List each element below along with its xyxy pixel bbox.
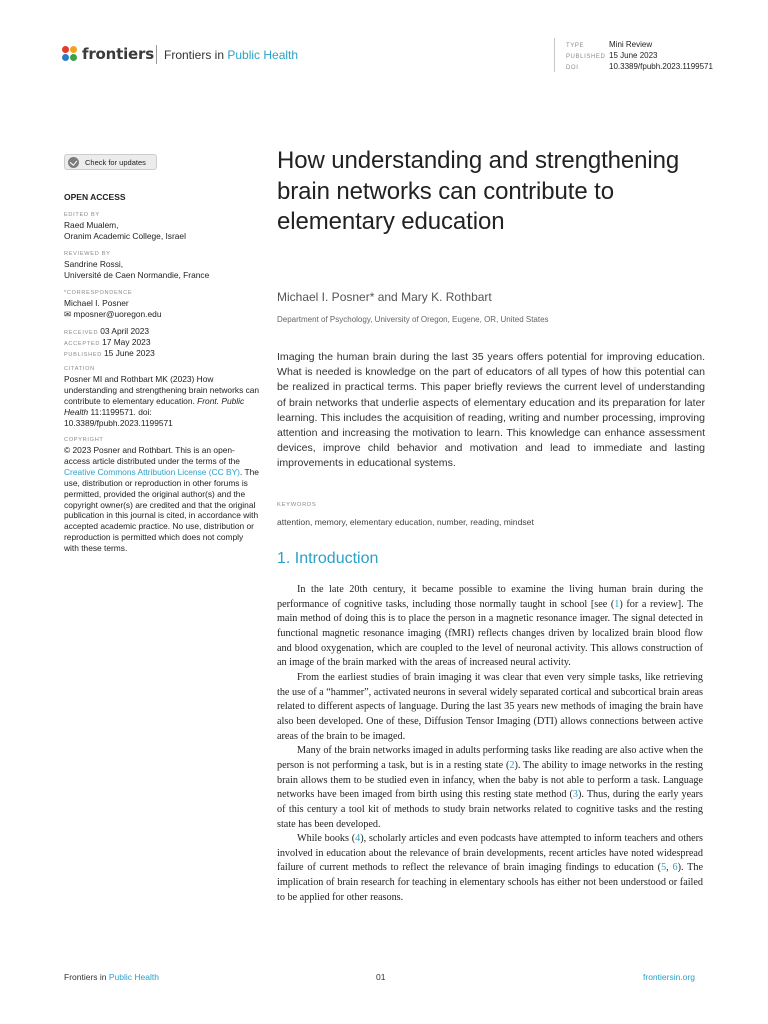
reference-link[interactable]: 3 xyxy=(572,789,578,801)
editor-affiliation: Oranim Academic College, Israel xyxy=(64,230,186,241)
paragraph xyxy=(277,583,703,671)
check-updates-label: Check for updates xyxy=(85,157,146,167)
meta-published-key: PUBLISHED xyxy=(566,54,606,60)
p1-text-a: In the late 20th century, it became possible to examine the living human brain during the performance of cognitive tasks, including those normally taught in school [see ( xyxy=(277,584,703,610)
date-published xyxy=(64,348,155,360)
reference-link[interactable]: 4 xyxy=(355,833,361,845)
footer-journal-prefix: Frontiers in xyxy=(64,972,109,982)
footer-site-link[interactable]: frontiersin.org xyxy=(643,972,695,982)
p4-text-a: While books ( xyxy=(297,833,356,845)
check-updates-icon xyxy=(68,157,79,168)
citation-doi[interactable]: doi: 10.3389/fpubh.2023.1199571 xyxy=(64,406,173,428)
frontiers-logo[interactable] xyxy=(62,44,154,64)
p4-text-c: ). The implication of brain research for teaching in elementary schools has either not been understood or failed to be applied for other reasons. xyxy=(277,862,703,903)
envelope-icon: ✉ xyxy=(64,308,72,319)
meta-divider xyxy=(554,38,555,72)
page-number: 01 xyxy=(376,972,386,982)
reference-link[interactable]: 5 xyxy=(661,862,667,874)
meta-published-value: 15 June 2023 xyxy=(609,51,658,60)
article-title: How understanding and strengthening brain networks can contribute to elementary education xyxy=(277,147,680,235)
correspondence-block xyxy=(64,289,264,320)
reference-link[interactable]: 2 xyxy=(509,759,515,771)
reference-link[interactable]: 1 xyxy=(614,598,620,610)
copyright-text xyxy=(64,445,260,554)
p3-text-c: ). Thus, during the early years of this century a tool kit of methods to study brain networks related to cognitive tasks and the resting state has been developed. xyxy=(277,789,703,830)
copyright-block xyxy=(64,436,260,554)
meta-type-value: Mini Review xyxy=(609,40,653,49)
correspondence-email[interactable]: mposner@uoregon.edu xyxy=(73,308,162,319)
cc-license-link[interactable]: Creative Commons Attribution License (CC BY) xyxy=(64,466,240,477)
edited-by-heading: EDITED BY xyxy=(64,212,100,218)
article-affiliation: Department of Psychology, University of Oregon, Eugene, OR, United States xyxy=(277,315,549,324)
meta-doi-key: DOI xyxy=(566,65,579,71)
p1-text-b: ) for a review]. The main method of doing this is to place the person in a magnetic resonance imager. The signal detected in functional magnetic resonance imaging (fMRI) reflects changes driven by localized brain blood flow and blood oxygenation, which are coupled to the level of neuronal activity. This allows construction of an image of the brain marked with the areas of increased neural activity. xyxy=(277,598,703,669)
correspondence-name: Michael I. Posner xyxy=(64,298,129,308)
abstract: Imaging the human brain during the last 35 years offers potential for improving education. What is needed is knowledge on the part of educators of all types of how this potential can be realized in practical terms. This paper briefly reviews the current level of understanding of brain networks that underlie aspects of elementary education and its preparation for later learning. This includes the acquisition of reading, writing and number processing, improving attention and increasing the motivation to learn. This knowledge can enhance assessment devices, improve child behavior and motivation and lead to immediate and lasting improvements in educational systems. xyxy=(277,351,705,470)
journal-prefix: Frontiers in xyxy=(164,48,228,62)
date-published-value: 15 June 2023 xyxy=(104,348,155,358)
check-for-updates-button[interactable] xyxy=(64,154,157,170)
section-heading-introduction: 1. Introduction xyxy=(277,550,379,567)
p4-separator: , xyxy=(666,862,673,874)
copyright-post: . The use, distribution or reproduction in other forums is permitted, provided the original author(s) and the copyright owner(s) are credited and that the original publication in this journal is cited, in accordance with accepted academic practice. No use, distribution or reproduction is permitted which does not comply with these terms. xyxy=(64,466,259,554)
edited-by-block xyxy=(64,211,264,242)
citation-main: Posner MI and Rothbart MK (2023) How understanding and strengthening brain networks can contribute to elementary education. xyxy=(64,374,260,406)
p3-text-a: Many of the brain networks imaged in adults performing tasks like reading are also active when the person is not performing a task, but is in a resting state ( xyxy=(277,745,703,771)
meta-doi-value[interactable]: 10.3389/fpubh.2023.1199571 xyxy=(609,62,713,71)
paragraph: From the earliest studies of brain imaging it was clear that even very simple tasks, like retrieving the use of a “hammer”, activated neurons in several widely separated cortical and subcortical brain areas related to different aspects of language. During the last 35 years new methods of imaging the brain have also been developed. One of these, Diffusion Tensor Imaging (DTI) allows connections between active areas of the brain to be imaged. xyxy=(277,671,703,742)
reviewer-affiliation: Université de Caen Normandie, France xyxy=(64,269,210,280)
editor-name: Raed Mualem, xyxy=(64,220,119,230)
reviewed-by-block xyxy=(64,250,264,281)
keywords: attention, memory, elementary education, number, reading, mindset xyxy=(277,517,534,527)
citation-journal: Front. Public Health xyxy=(64,395,245,417)
reference-link[interactable]: 6 xyxy=(672,862,678,874)
date-received-key: RECEIVED xyxy=(64,330,99,336)
paragraph xyxy=(277,832,703,905)
keywords-heading: KEYWORDS xyxy=(277,502,317,508)
open-access-label: OPEN ACCESS xyxy=(64,192,126,202)
header-divider xyxy=(156,45,157,64)
footer-journal-accent: Public Health xyxy=(108,972,159,982)
footer-journal[interactable] xyxy=(64,972,159,982)
date-published-key: PUBLISHED xyxy=(64,352,103,358)
meta-doi[interactable] xyxy=(566,61,713,74)
article-body xyxy=(277,583,703,905)
reviewed-by-heading: REVIEWED BY xyxy=(64,251,111,257)
date-received-value: 03 April 2023 xyxy=(100,326,150,336)
frontiers-logo-mark-icon xyxy=(62,46,78,62)
meta-type-key: TYPE xyxy=(566,43,585,49)
reviewer-name: Sandrine Rossi, xyxy=(64,259,124,269)
p3-text-b: ). The ability to image networks in the resting brain allows them to be studied even in infancy, when the baby is not able to perform a task. Language networks have been imaged from birth using this resting state method ( xyxy=(277,759,703,801)
copyright-pre: © 2023 Posner and Rothbart. This is an open-access article distributed under the terms of the xyxy=(64,445,240,466)
correspondence-heading: *CORRESPONDENCE xyxy=(64,290,133,296)
citation-tail: 11:1199571. xyxy=(88,406,136,417)
citation-heading: CITATION xyxy=(64,366,95,372)
citation-block xyxy=(64,365,260,429)
p4-text-b: ), scholarly articles and even podcasts have attempted to inform teachers and others involved in education about the relevance of brain developments, recent articles have noted widespread failure of current methods to reflect the relevance of brain imaging findings to education ( xyxy=(277,833,704,874)
citation-text xyxy=(64,374,260,429)
correspondence-email-row[interactable] xyxy=(64,309,264,320)
date-accepted-value: 17 May 2023 xyxy=(102,337,151,347)
copyright-heading: COPYRIGHT xyxy=(64,437,104,443)
logo-text: frontiers xyxy=(82,45,154,63)
journal-name[interactable] xyxy=(164,48,298,62)
paragraph xyxy=(277,744,703,832)
article-authors: Michael I. Posner* and Mary K. Rothbart xyxy=(277,290,492,304)
journal-accent: Public Health xyxy=(227,48,299,62)
date-accepted-key: ACCEPTED xyxy=(64,341,101,347)
